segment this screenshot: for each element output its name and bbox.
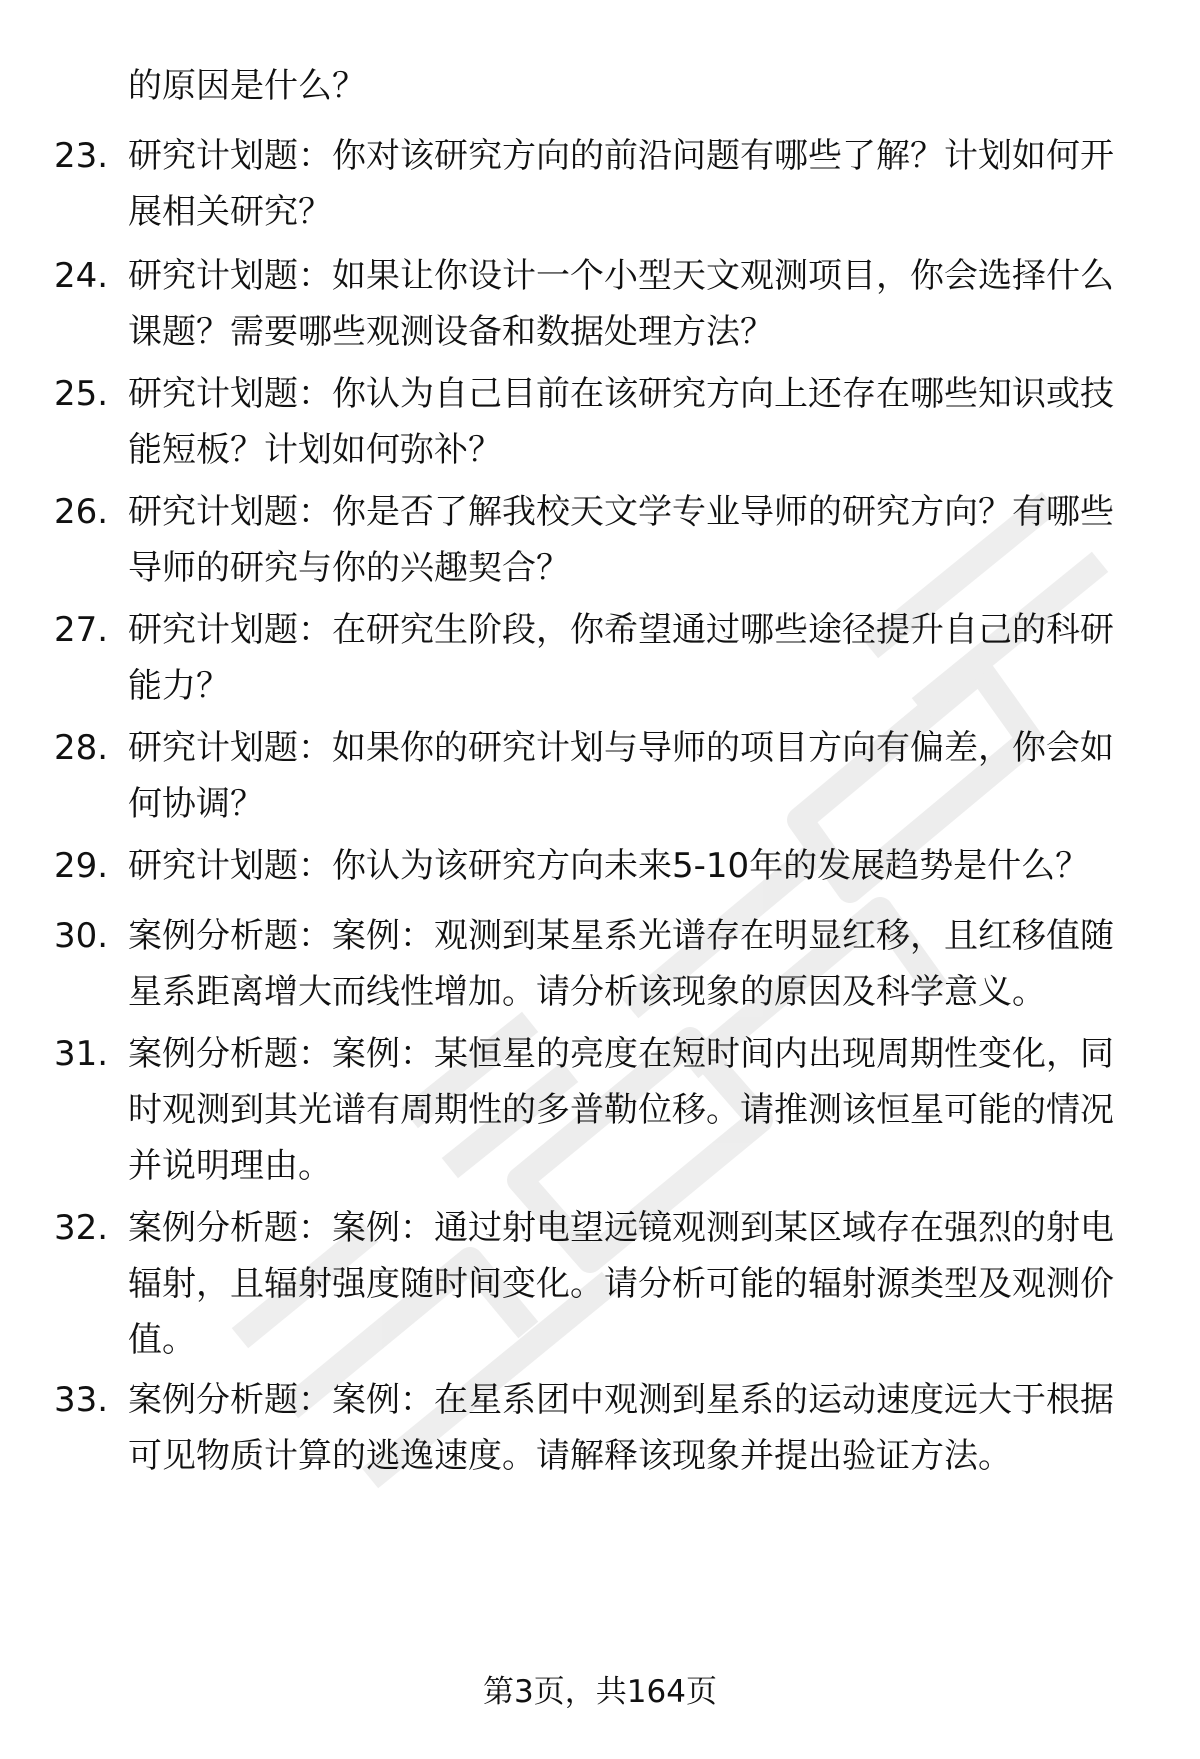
question-number: 25. (54, 374, 109, 414)
question-number: 32. (54, 1208, 109, 1248)
page-footer: 第3页，共164页 (483, 1674, 717, 1710)
question-text: 研究计划题：你对该研究方向的前沿问题有哪些了解？计划如何开展相关研究？ (128, 136, 1114, 232)
question-text: 案例分析题：案例：观测到某星系光谱存在明显红移，且红移值随星系距离增大而线性增加。请分析该现象的原因及科学意义。 (128, 916, 1114, 1012)
question-number: 31. (54, 1034, 109, 1074)
question-number: 23. (54, 136, 109, 176)
question-number: 24. (54, 256, 109, 296)
question-text: 案例分析题：案例：在星系团中观测到星系的运动速度远大于根据可见物质计算的逃逸速度。请解释该现象并提出验证方法。 (128, 1380, 1114, 1476)
question-number: 27. (54, 610, 109, 650)
question-text: 研究计划题：你认为自己目前在该研究方向上还存在哪些知识或技能短板？计划如何弥补？ (128, 374, 1114, 470)
question-text: 研究计划题：如果你的研究计划与导师的项目方向有偏差，你会如何协调？ (128, 728, 1114, 824)
continuation-text: 的原因是什么？ (128, 66, 366, 106)
question-number: 33. (54, 1380, 109, 1420)
question-text: 案例分析题：案例：某恒星的亮度在短时间内出现周期性变化，同时观测到其光谱有周期性的多普勒位移。请推测该恒星可能的情况并说明理由。 (128, 1034, 1114, 1186)
question-text: 研究计划题：你是否了解我校天文学专业导师的研究方向？有哪些导师的研究与你的兴趣契合？ (128, 492, 1114, 588)
question-text: 案例分析题：案例：通过射电望远镜观测到某区域存在强烈的射电辐射，且辐射强度随时间变化。请分析可能的辐射源类型及观测价值。 (128, 1208, 1114, 1360)
question-text: 研究计划题：如果让你设计一个小型天文观测项目，你会选择什么课题？需要哪些观测设备和数据处理方法？ (128, 256, 1114, 352)
question-number: 26. (54, 492, 109, 532)
question-number: 28. (54, 728, 109, 768)
question-text: 研究计划题：在研究生阶段，你希望通过哪些途径提升自己的科研能力？ (128, 610, 1114, 706)
question-number: 29. (54, 846, 109, 886)
question-number: 30. (54, 916, 109, 956)
question-text: 研究计划题：你认为该研究方向未来5-10年的发展趋势是什么？ (128, 846, 1090, 886)
